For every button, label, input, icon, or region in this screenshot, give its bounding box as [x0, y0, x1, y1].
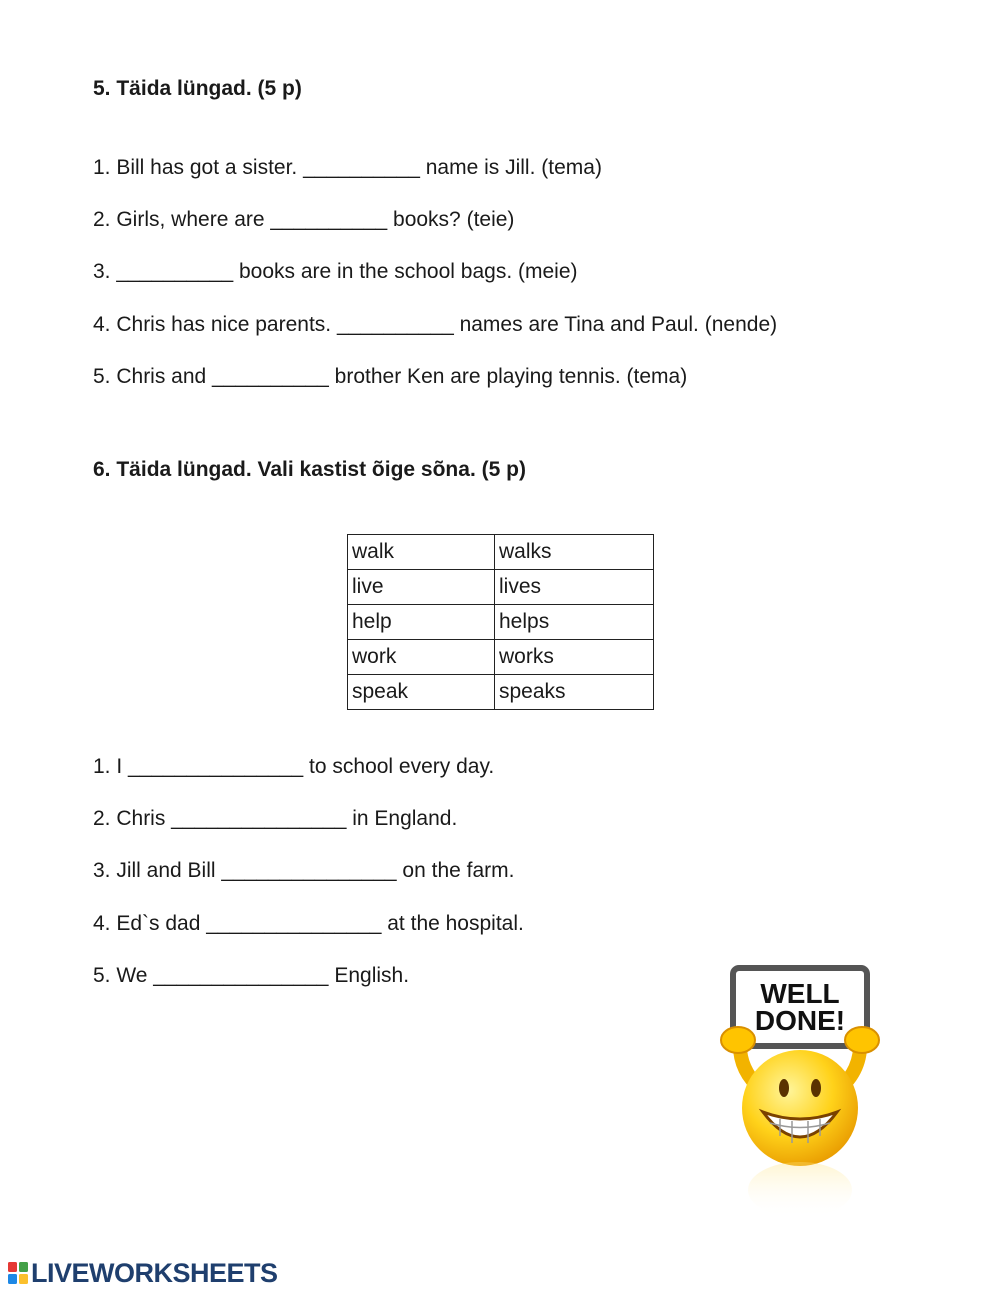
sign-text-line-1: WELL	[760, 978, 840, 1009]
exercise-6-item-2: 2. Chris _______________ in England.	[93, 807, 458, 830]
word-cell: speak	[348, 675, 495, 710]
section-6-heading: 6. Täida lüngad. Vali kastist õige sõna. (5 p)	[93, 458, 526, 481]
smiley-face	[742, 1050, 858, 1166]
exercise-5-item-2: 2. Girls, where are __________ books? (teie)	[93, 208, 515, 231]
exercise-5-item-4: 4. Chris has nice parents. __________ names are Tina and Paul. (nende)	[93, 313, 778, 336]
section-5-heading: 5. Täida lüngad. (5 p)	[93, 77, 302, 100]
word-cell: lives	[495, 570, 654, 605]
word-cell: works	[495, 640, 654, 675]
word-row	[348, 640, 654, 675]
word-cell: walk	[348, 535, 495, 570]
exercise-6-item-3: 3. Jill and Bill _______________ on the farm.	[93, 859, 515, 882]
word-box-table	[347, 534, 654, 710]
word-cell: walks	[495, 535, 654, 570]
exercise-6-item-5: 5. We _______________ English.	[93, 964, 410, 987]
exercise-5-item-1: 1. Bill has got a sister. __________ name is Jill. (tema)	[93, 156, 602, 179]
word-cell: speaks	[495, 675, 654, 710]
word-cell: helps	[495, 605, 654, 640]
word-cell: live	[348, 570, 495, 605]
logo-text: LIVEWORKSHEETS	[31, 1257, 278, 1288]
word-row	[348, 675, 654, 710]
exercise-6-item-1: 1. I _______________ to school every day.	[93, 755, 495, 778]
word-row	[348, 535, 654, 570]
word-row	[348, 605, 654, 640]
exercise-5-item-3: 3. __________ books are in the school bags. (meie)	[93, 260, 578, 283]
word-cell: help	[348, 605, 495, 640]
logo-blocks-icon	[8, 1262, 28, 1284]
well-done-smiley-image	[700, 940, 910, 1230]
exercise-6-item-4: 4. Ed`s dad _______________ at the hospital.	[93, 912, 524, 935]
sign-text-line-2: DONE!	[754, 1005, 846, 1036]
liveworksheets-logo	[8, 1258, 278, 1288]
word-row	[348, 570, 654, 605]
word-cell: work	[348, 640, 495, 675]
exercise-5-item-5: 5. Chris and __________ brother Ken are playing tennis. (tema)	[93, 365, 688, 388]
